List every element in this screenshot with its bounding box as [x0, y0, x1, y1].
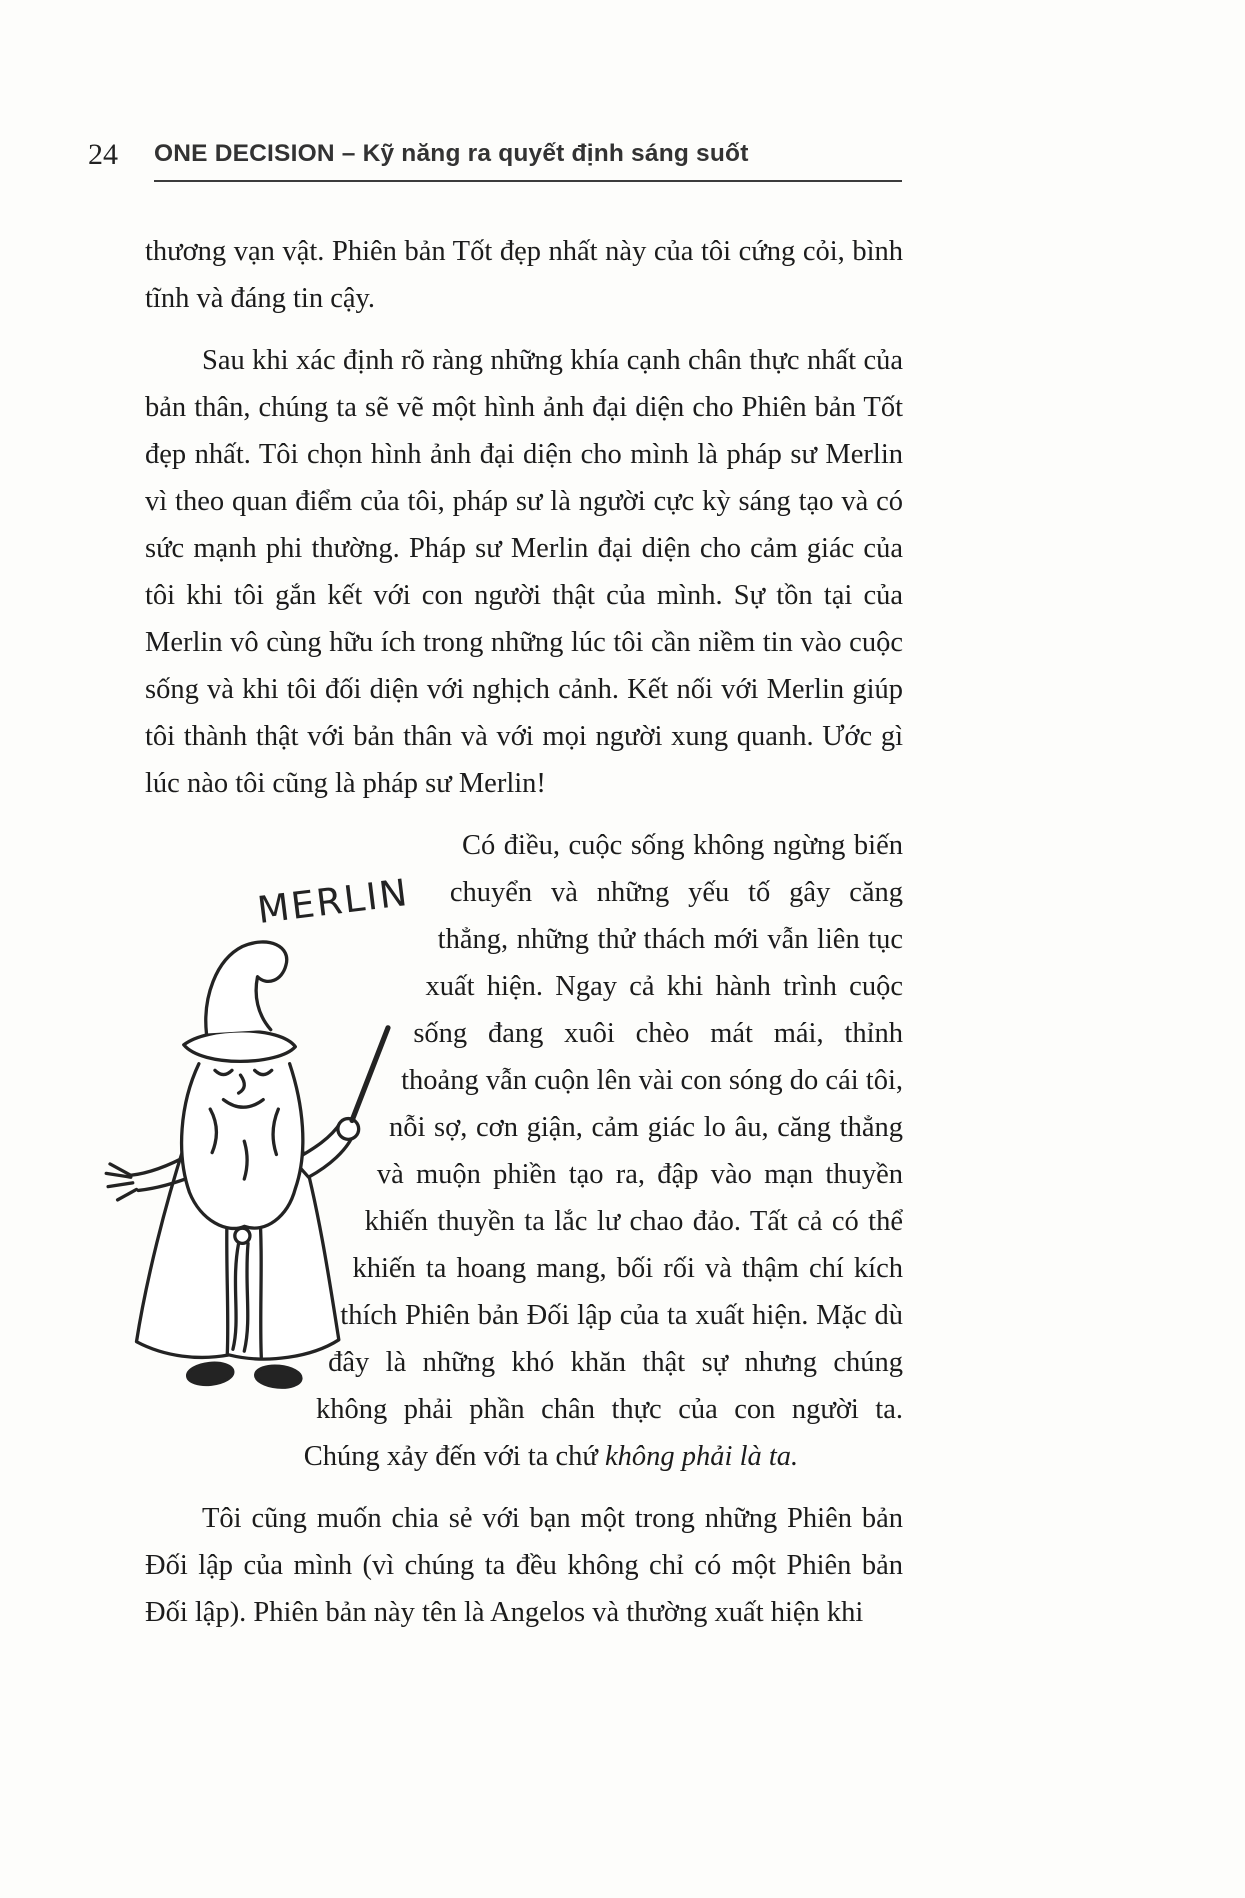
paragraph-4: [145, 1495, 903, 1636]
paragraph-1-text: thương vạn vật. Phiên bản Tốt đẹp nhất này của tôi cứng cỏi, bình tĩnh và đáng tin cậy.: [145, 236, 903, 314]
merlin-label: MERLIN: [254, 870, 412, 933]
paragraph-2-text: Sau khi xác định rõ ràng những khía cạnh chân thực nhất của bản thân, chúng ta sẽ vẽ một hình ảnh đại diện cho Phiên bản Tốt đẹp nhất. Tôi chọn hình ảnh đại diện cho mình là pháp sư Merlin vì theo quan điểm của tôi, pháp sư là người cực kỳ sáng tạo và có sức mạnh phi thường. Pháp sư Merlin đại diện cho cảm giác của tôi khi tôi gắn kết với con người thật của mình. Sự tồn tại của Merlin vô cùng hữu ích trong những lúc tôi cần niềm tin vào cuộc sống và khi tôi đối diện với nghịch cảnh. Kết nối với Merlin giúp tôi thành thật với bản thân và với mọi người xung quanh. Ước gì lúc nào tôi cũng là pháp sư Merlin!: [145, 345, 903, 799]
page-header: [88, 138, 902, 182]
paragraph-2: [145, 337, 903, 807]
body-text: [145, 228, 903, 1636]
paragraph-4-text: Tôi cũng muốn chia sẻ với bạn một trong những Phiên bản Đối lập của mình (vì chúng ta đều không chỉ có một Phiên bản Đối lập). Phiên bản này tên là Angelos và thường xuất hiện khi: [145, 1503, 903, 1628]
page-number: 24: [88, 138, 118, 171]
paragraph-3-text: Có điều, cuộc sống không ngừng biến chuyển và những yếu tố gây căng thẳng, những thử thách mới vẫn liên tục xuất hiện. Ngay cả khi hành trình cuộc sống đang xuôi chèo mát mái, thỉnh thoảng vẫn cuộn lên vài con sóng do cái tôi, nỗi sợ, cơn giận, cảm giác lo âu, căng thẳng và muộn phiền tạo ra, đập vào mạn thuyền khiến thuyền ta lắc lư chao đảo. Tất cả có thể khiến ta hoang mang, bối rối và thậm chí kích thích Phiên bản Đối lập của ta xuất hiện. Mặc dù đây là những khó khăn thật sự nhưng chúng không phải phần chân thực của con người ta. Chúng xảy đến với ta chứ: [303, 830, 903, 1472]
wizard-drawing-icon: [93, 914, 405, 1412]
paragraph-3: [145, 822, 903, 1480]
merlin-illustration: [145, 822, 475, 1467]
paragraph-1: [145, 228, 903, 322]
running-head-title: ONE DECISION – Kỹ năng ra quyết định sáng suốt: [154, 140, 902, 182]
paragraph-3-italic-text: không phải là ta.: [605, 1441, 799, 1472]
